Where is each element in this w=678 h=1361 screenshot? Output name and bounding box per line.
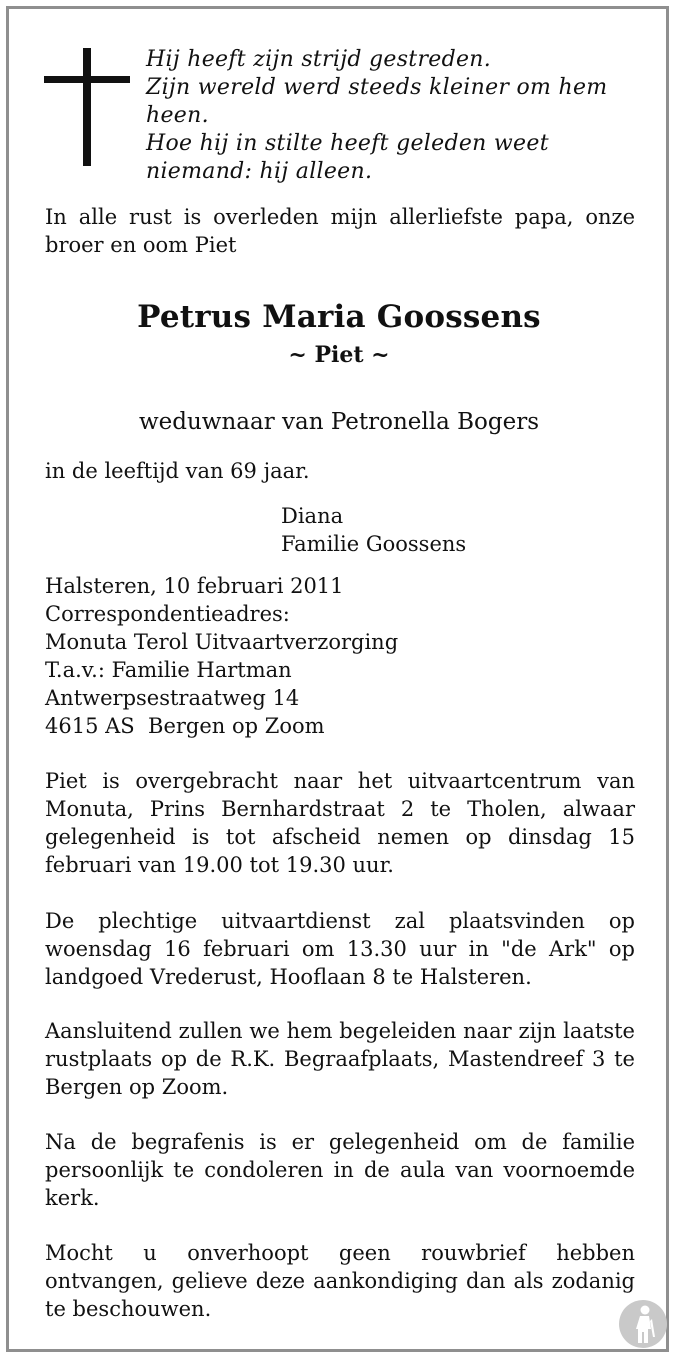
address-line: T.a.v.: Familie Hartman <box>45 658 292 682</box>
paragraph-service: De plechtige uitvaartdienst zal plaatsvinden op woensdag 16 februari om 13.30 uur in "de Ark" op landgoed Vrederust, Hooflaan 8 te Halsteren. <box>45 909 635 989</box>
paragraph-condolence: Na de begrafenis is er gelegenheid om de familie persoonlijk te condoleren in de aula van voornoemde kerk. <box>45 1130 635 1210</box>
address-line: Antwerpsestraatweg 14 <box>45 686 300 710</box>
poem-line: heen. <box>146 103 209 128</box>
paragraph-notice: Mocht u onverhoopt geen rouwbrief hebben ontvangen, gelieve deze aankondiging dan als zodanig te beschouwen. <box>45 1241 635 1321</box>
signers <box>281 502 466 558</box>
signer: Diana <box>281 504 344 528</box>
memorial-figure-icon <box>618 1299 668 1349</box>
address-line: Correspondentieadres: <box>45 602 290 626</box>
poem-line: Hoe hij in stilte heeft geleden weet <box>146 131 549 156</box>
poem-line: niemand: hij alleen. <box>146 159 373 184</box>
age-line: in de leeftijd van 69 jaar. <box>45 459 310 483</box>
address-block <box>45 572 635 740</box>
poem-line: Zijn wereld werd steeds kleiner om hem <box>146 75 608 100</box>
address-line: Halsteren, 10 februari 2011 <box>45 574 344 598</box>
signer: Familie Goossens <box>281 532 467 556</box>
deceased-name: Petrus Maria Goossens <box>137 299 541 335</box>
intro-text: In alle rust is overleden mijn allerliefste papa, onze broer en oom Piet <box>45 205 635 257</box>
poem <box>146 46 616 186</box>
deceased-nickname: ~ Piet ~ <box>288 342 390 368</box>
poem-line: Hij heeft zijn strijd gestreden. <box>146 47 492 72</box>
address-line: Monuta Terol Uitvaartverzorging <box>45 630 399 654</box>
address-line: 4615 AS Bergen op Zoom <box>45 714 325 738</box>
widower-line: weduwnaar van Petronella Bogers <box>138 409 540 435</box>
cross-icon <box>44 48 130 166</box>
paragraph-viewing: Piet is overgebracht naar het uitvaartcentrum van Monuta, Prins Bernhardstraat 2 te Tholen, alwaar gelegenheid is tot afscheid nemen op dinsdag 15 februari van 19.00 tot 19.30 uur. <box>45 769 635 877</box>
paragraph-burial: Aansluitend zullen we hem begeleiden naar zijn laatste rustplaats op de R.K. Begraafplaats, Mastendreef 3 te Bergen op Zoom. <box>45 1019 635 1099</box>
